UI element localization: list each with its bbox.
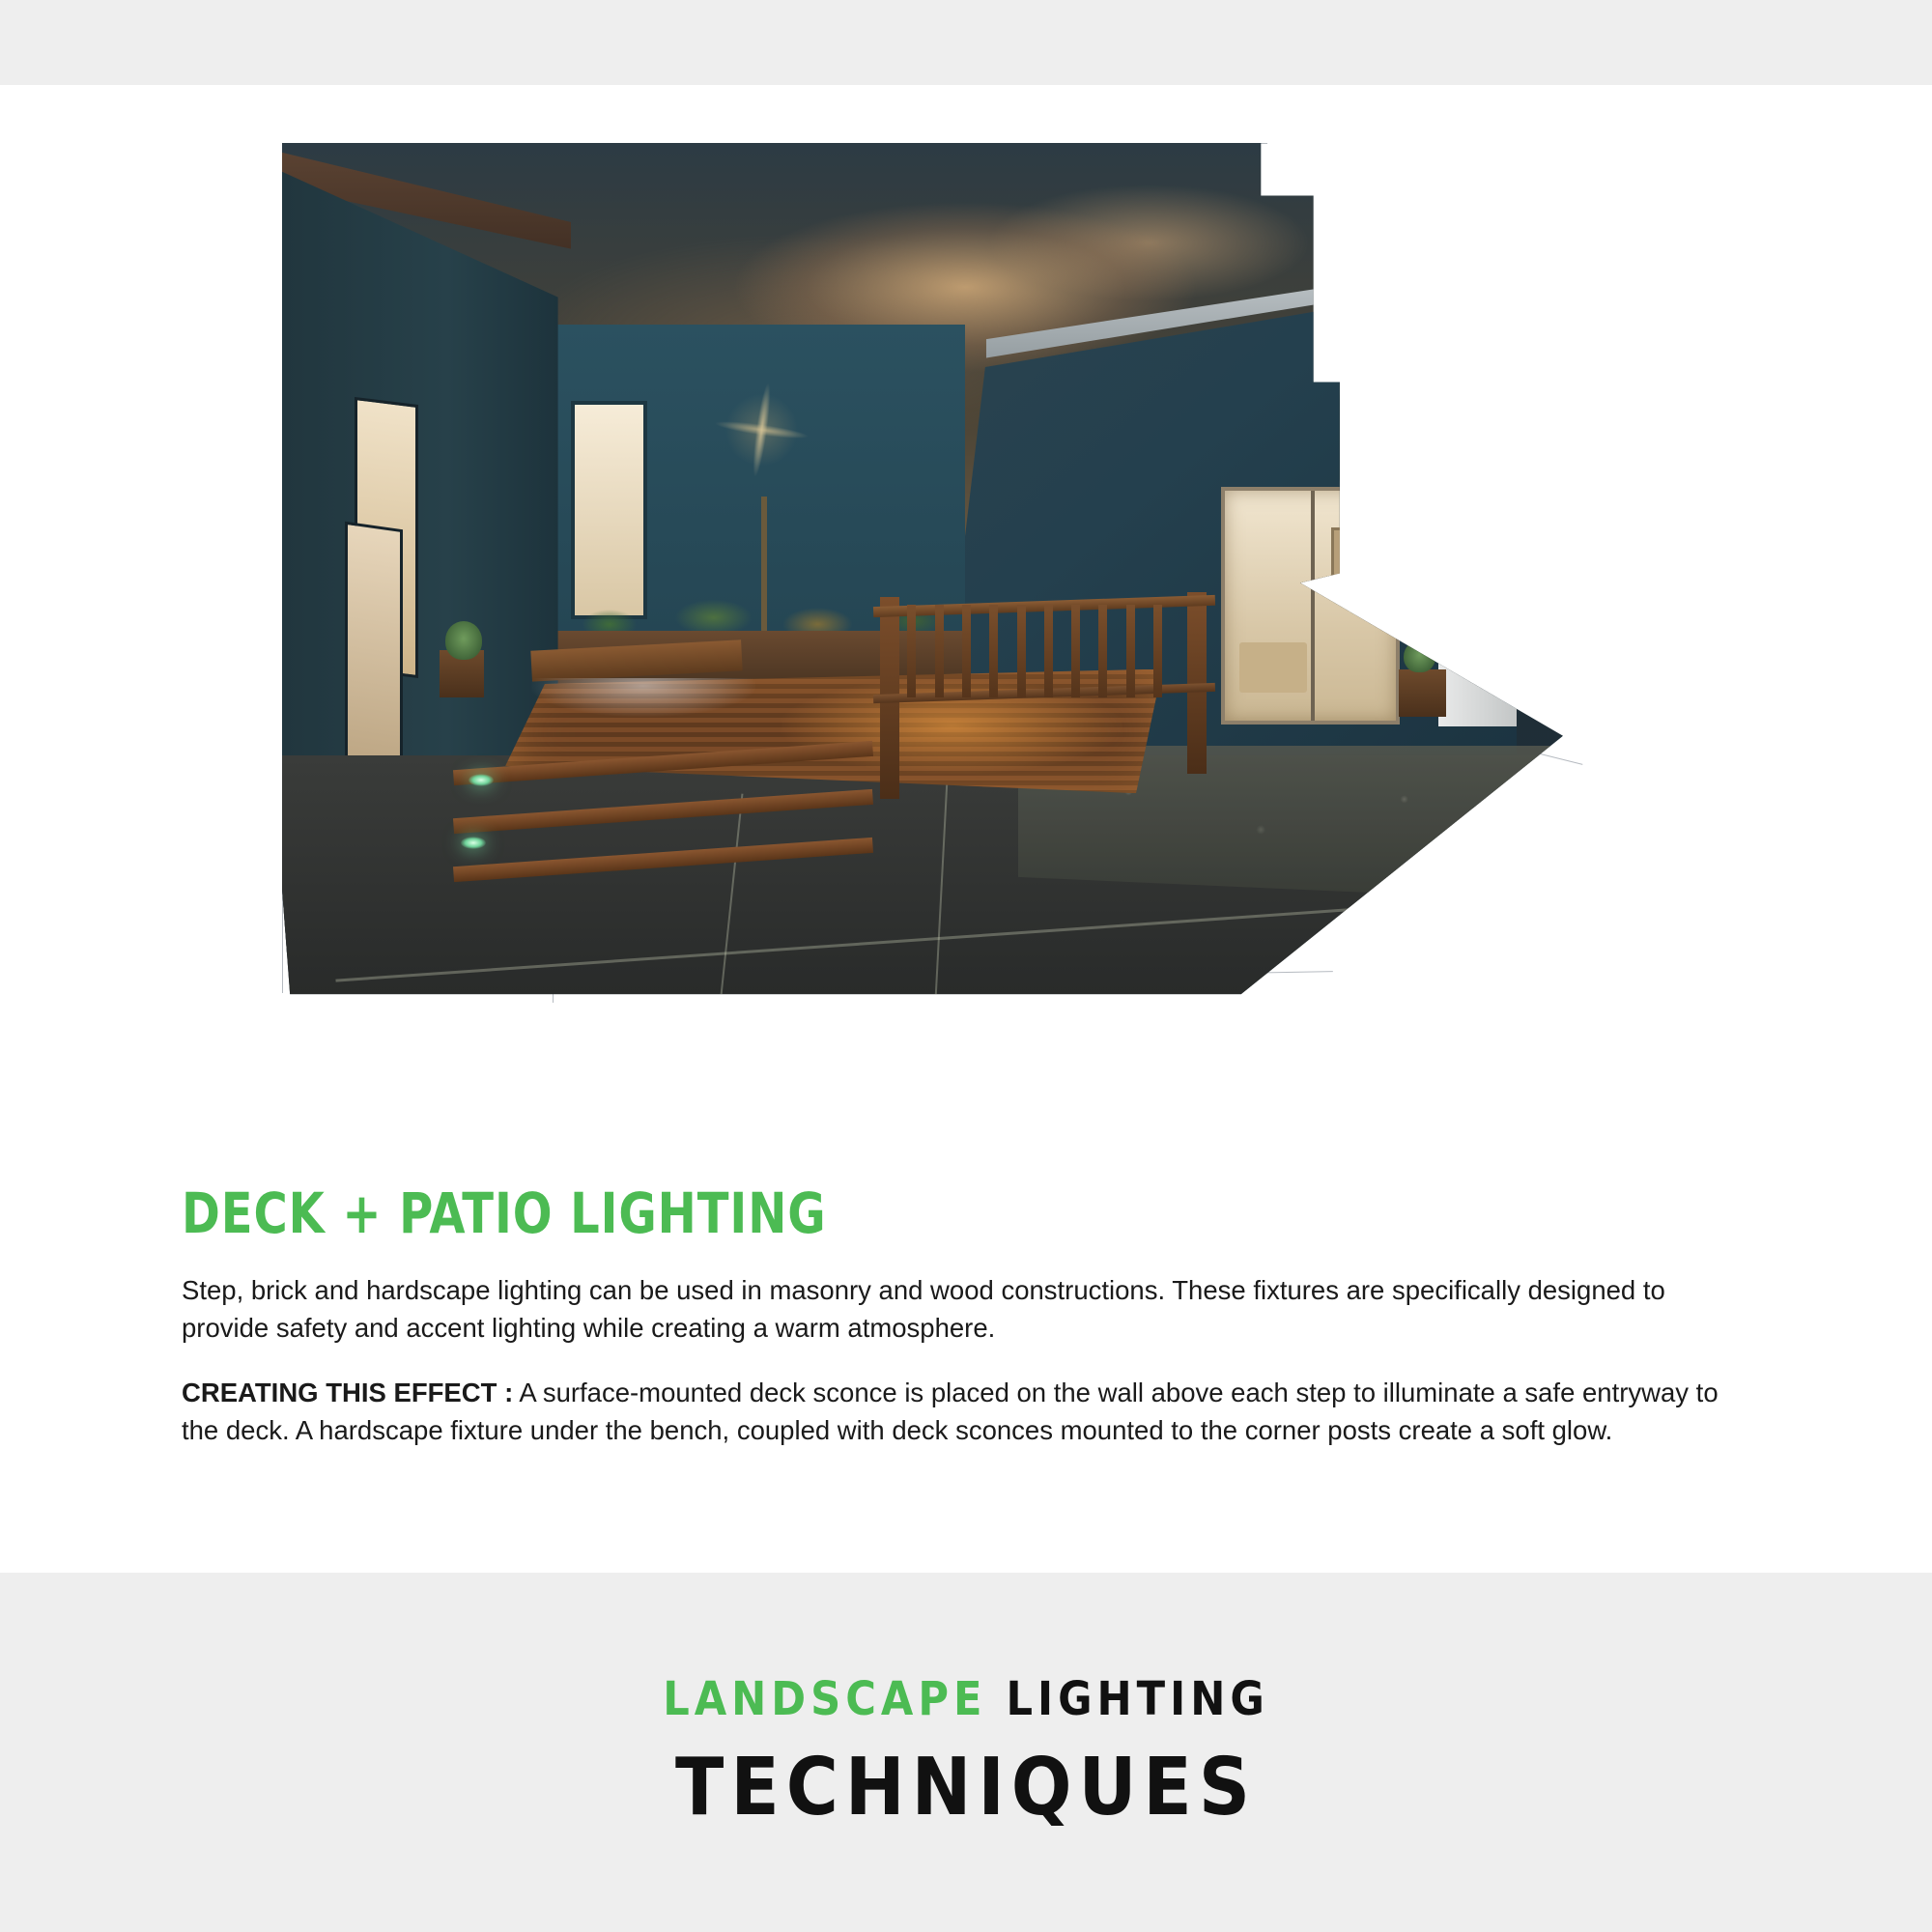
footer-title-line-2: TECHNIQUES xyxy=(675,1741,1257,1833)
text-content xyxy=(182,1180,1766,1476)
wall-end-slab xyxy=(1438,363,1518,726)
rendering-frame xyxy=(282,143,1596,1099)
top-band xyxy=(0,0,1932,85)
interior-dining-table xyxy=(1239,642,1308,693)
step-tread xyxy=(453,741,873,785)
page-title: DECK + PATIO LIGHTING xyxy=(182,1180,827,1246)
glass-patio-doors xyxy=(1221,487,1400,724)
rendered-scene xyxy=(282,143,1596,1099)
deck-steps xyxy=(453,746,873,918)
intro-paragraph: Step, brick and hardscape lighting can be used in masonry and wood constructions. These fixtures are specifically designed to provide safety and accent lighting while creating a warm atmosphere. xyxy=(182,1275,1665,1344)
step-light-fixture xyxy=(461,837,486,849)
door-mullion xyxy=(1311,491,1315,721)
baluster xyxy=(1098,605,1107,697)
baluster xyxy=(962,605,971,697)
interior-artwork xyxy=(1331,527,1375,583)
effect-body: A surface-mounted deck sconce is placed on the wall above each step to illuminate a safe entryway to the deck. A hardscape fixture under the bench, coupled with deck sconces mounted to the corner posts create a soft glow. xyxy=(182,1378,1719,1446)
hedge xyxy=(1333,334,1570,487)
cactus-right-round xyxy=(1404,640,1435,673)
baluster xyxy=(1044,605,1053,697)
effect-paragraph xyxy=(182,1374,1737,1449)
footer-dark-word: LIGHTING xyxy=(1006,1671,1269,1726)
effect-label: CREATING THIS EFFECT : xyxy=(182,1378,514,1408)
baluster xyxy=(1017,605,1026,697)
footer-accent-word: LANDSCAPE xyxy=(663,1671,987,1726)
planter-pot-right xyxy=(1399,669,1446,718)
baluster xyxy=(1126,605,1135,697)
baluster xyxy=(907,605,916,697)
footer-title-line-1 xyxy=(663,1672,1269,1726)
step-tread xyxy=(453,838,873,882)
cactus-left xyxy=(445,621,482,660)
step-tread xyxy=(453,789,873,834)
baluster xyxy=(1153,605,1162,697)
baluster xyxy=(1071,605,1080,697)
illustration-area xyxy=(282,143,1654,1109)
footer xyxy=(0,1573,1932,1932)
cactus-right-tall xyxy=(1425,597,1448,654)
hardscape-light-glow xyxy=(531,678,754,717)
deck-railing xyxy=(873,592,1215,803)
baluster xyxy=(935,605,944,697)
baluster xyxy=(989,605,998,697)
